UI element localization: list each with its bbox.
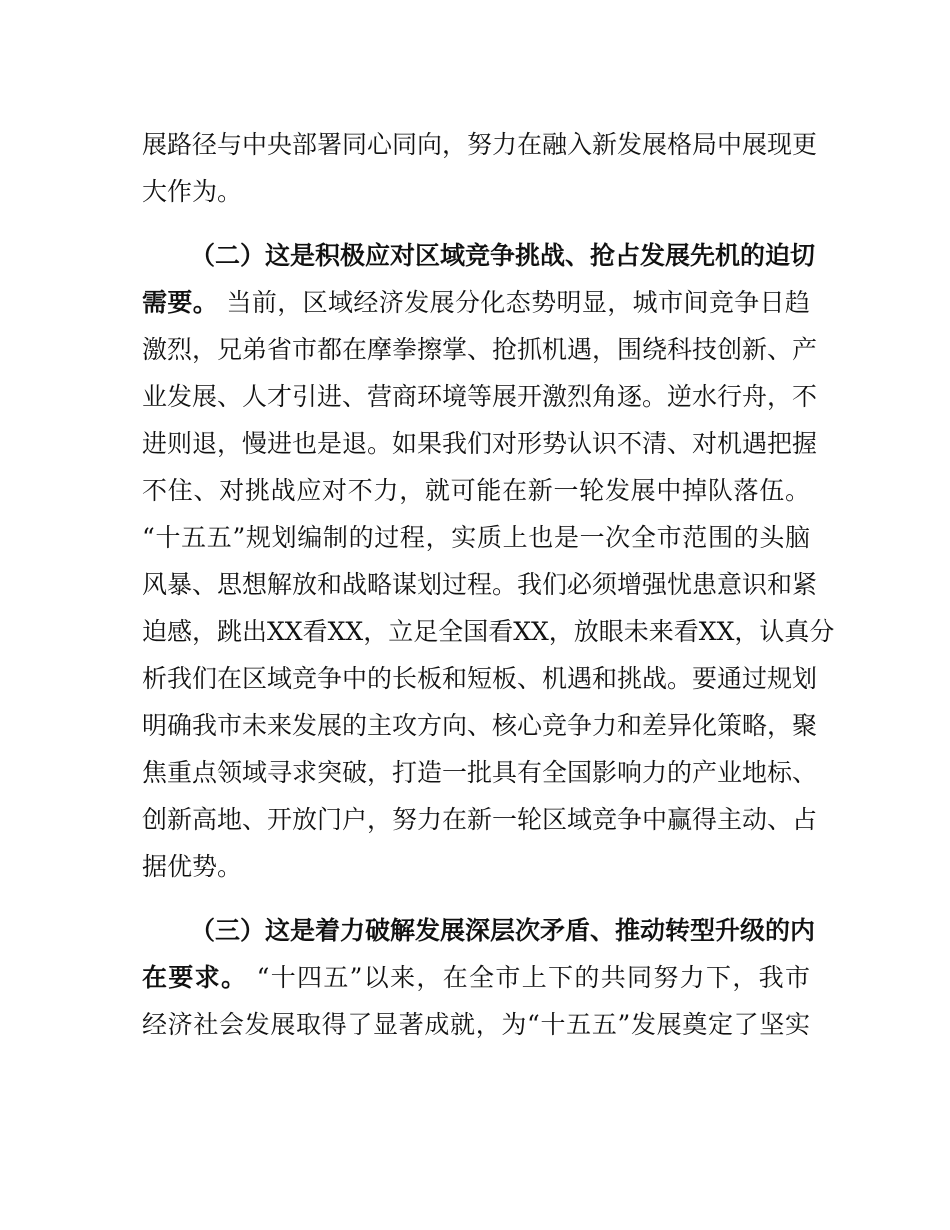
- text-line: [142, 565, 818, 605]
- text-line: [142, 330, 818, 370]
- section-heading: （二）这是积极应对区域竞争挑战、抢占发展先机的迫切: [190, 241, 816, 270]
- body-text: 焦重点领域寻求突破，打造一批具有全国影响力的产业地标、: [142, 758, 818, 787]
- body-text: 展路径与中央部署同心同向，努力在融入新发展格局中展现更: [142, 130, 818, 159]
- text-line: [142, 958, 810, 998]
- text-line: [190, 236, 816, 276]
- body-text: 不住、对挑战应对不力，就可能在新一轮发展中掉队落伍。: [142, 476, 810, 505]
- text-line: [190, 911, 816, 951]
- text-line: [142, 283, 810, 323]
- text-line: [142, 471, 810, 511]
- body-text: 大作为。: [142, 177, 243, 206]
- body-text: “十五五”规划编制的过程，实质上也是一次全市范围的头脑: [142, 523, 810, 552]
- text-line: [142, 172, 810, 212]
- text-line: [142, 612, 835, 652]
- body-text: 业发展、人才引进、营商环境等展开激烈角逐。逆水行舟，不: [142, 382, 818, 411]
- body-text: 风暴、思想解放和战略谋划过程。我们必须增强忧患意识和紧: [142, 570, 818, 599]
- body-text: 激烈，兄弟省市都在摩拳擦掌、抢抓机遇，围绕科技创新、产: [142, 335, 818, 364]
- section-heading: （三）这是着力破解发展深层次矛盾、推动转型升级的内: [190, 916, 816, 945]
- body-text: 进则退，慢进也是退。如果我们对形势认识不清、对机遇把握: [142, 429, 818, 458]
- text-line: [142, 753, 818, 793]
- body-text: 明确我市未来发展的主攻方向、核心竞争力和差异化策略，聚: [142, 711, 818, 740]
- body-text: 析我们在区域竞争中的长板和短板、机遇和挑战。要通过规划: [142, 664, 818, 693]
- text-line: [142, 847, 810, 887]
- text-line: [142, 1005, 810, 1045]
- text-line: [142, 518, 810, 558]
- text-line: [142, 125, 818, 165]
- text-line: [142, 659, 818, 699]
- body-text: “十四五”以来，在全市上下的共同努力下，我市: [247, 963, 810, 992]
- body-text: 迫感，跳出XX看XX，立足全国看XX，放眼未来看XX，认真分: [142, 617, 835, 646]
- text-line: [142, 377, 818, 417]
- body-text: 据优势。: [142, 852, 243, 881]
- body-text: 创新高地、开放门户，努力在新一轮区域竞争中赢得主动、占: [142, 805, 818, 834]
- body-text: 经济社会发展取得了显著成就，为“十五五”发展奠定了坚实: [142, 1010, 810, 1039]
- text-line: [142, 800, 818, 840]
- body-text: 当前，区域经济发展分化态势明显，城市间竞争日趋: [218, 288, 810, 317]
- section-heading: 在要求。: [142, 963, 248, 992]
- section-heading: 需要。: [142, 288, 219, 317]
- text-line: [142, 706, 818, 746]
- text-line: [142, 424, 818, 464]
